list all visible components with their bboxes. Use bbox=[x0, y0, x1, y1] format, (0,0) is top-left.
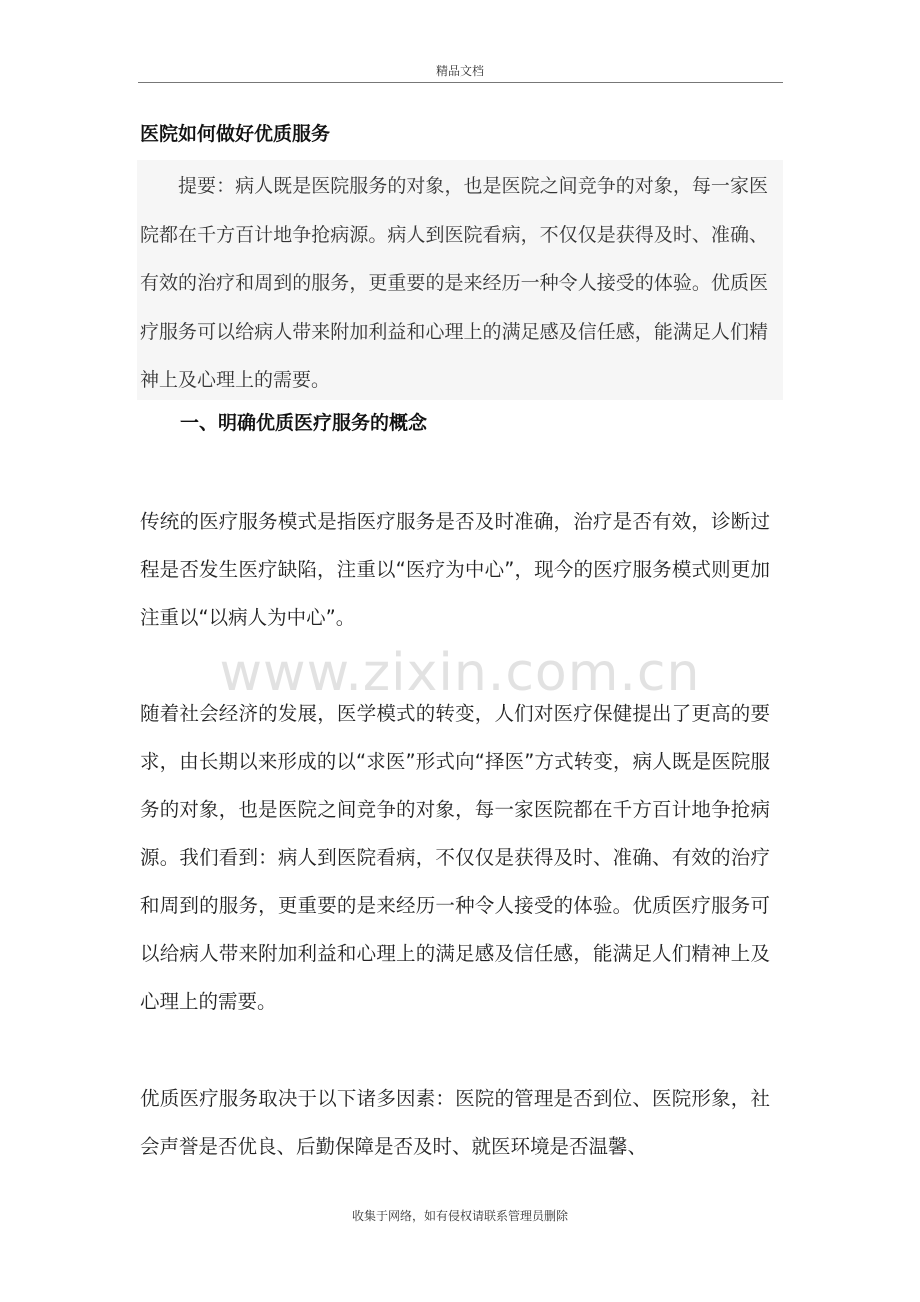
document-title: 医院如何做好优质服务 bbox=[140, 123, 331, 145]
body-paragraph-2: 随着社会经济的发展，医学模式的转变，人们对医疗保健提出了更高的要求，由长期以来形成的以“求医”形式向“择医”方式转变，病人既是医院服务的对象，也是医院之间竞争的对象，每一家医院都在千方百计地争抢病源。我们看到：病人到医院看病，不仅仅是获得及时、准确、有效的治疗和周到的服务，更重要的是来经历一种令人接受的体验。优质医疗服务可以给病人带来附加利益和心理上的满足感及信任感，能满足人们精神上及心理上的需要。 bbox=[140, 702, 770, 1013]
watermark: www.zixin.com.cn bbox=[219, 643, 701, 703]
section-heading: 一、明确优质医疗服务的概念 bbox=[180, 412, 428, 434]
header-label: 精品文档 bbox=[435, 64, 484, 78]
abstract-paragraph: 提要：病人既是医院服务的对象，也是医院之间竞争的对象，每一家医院都在千方百计地争抢病源。病人到医院看病，不仅仅是获得及时、准确、有效的治疗和周到的服务，更重要的是来经历一种令人接受的体验。优质医疗服务可以给病人带来附加利益和心理上的满足感及信任感，能满足人们精神上及心理上的需要。 bbox=[140, 175, 768, 391]
page-footer: 收集于网络，如有侵权请联系管理员删除 bbox=[351, 1209, 568, 1223]
header-divider bbox=[138, 82, 783, 83]
body-paragraph-1: 传统的医疗服务模式是指医疗服务是否及时准确，治疗是否有效，诊断过程是否发生医疗缺陷，注重以“医疗为中心”，现今的医疗服务模式则更加注重以“以病人为中心”。 bbox=[140, 510, 770, 629]
body-paragraph-3: 优质医疗服务取决于以下诸多因素：医院的管理是否到位、医院形象，社会声誉是否优良、后勤保障是否及时、就医环境是否温馨、 bbox=[140, 1087, 770, 1158]
